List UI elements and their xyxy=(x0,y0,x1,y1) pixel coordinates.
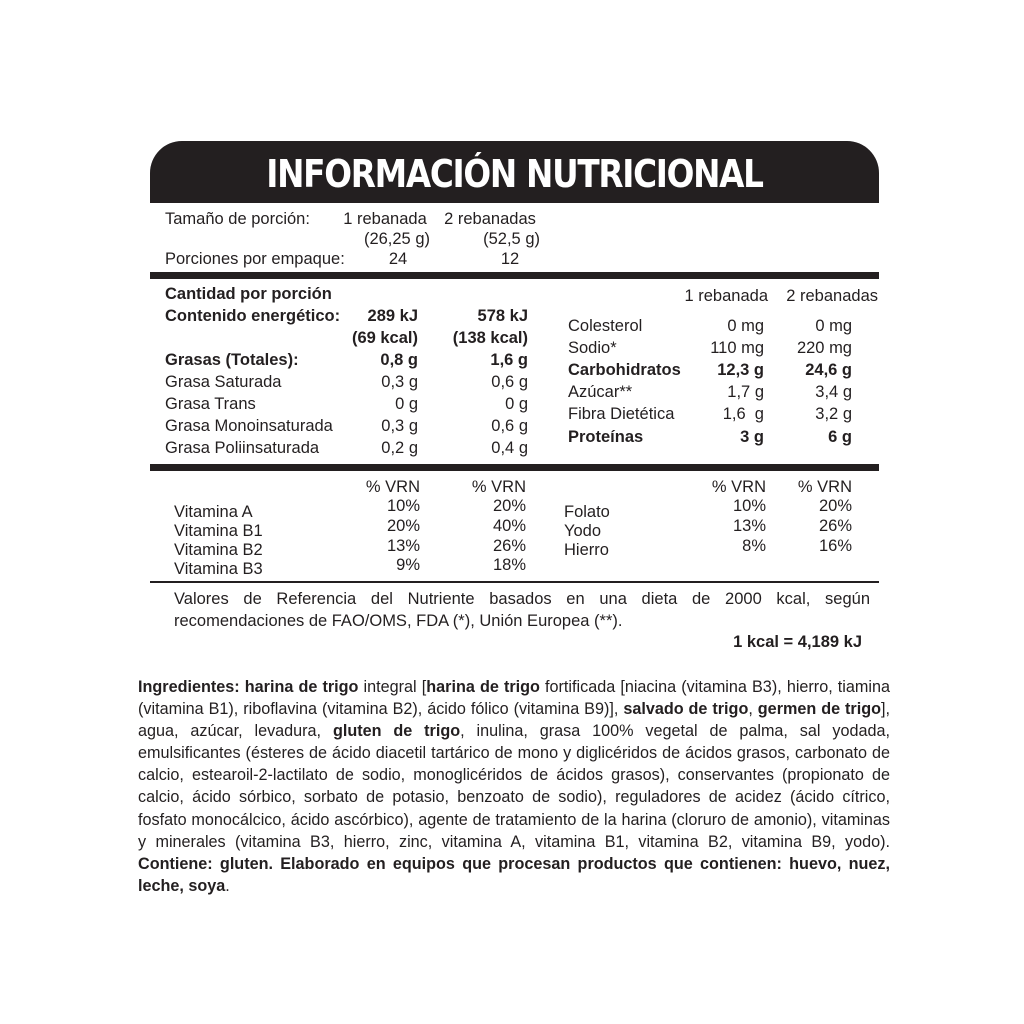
mineral-value-1: 13% xyxy=(732,517,766,535)
ingredients-segment: Ingredientes: harina de trigo xyxy=(138,678,359,696)
nutrient-value-2: 3,2 g xyxy=(815,405,852,423)
nutrient-value-2: 0 mg xyxy=(815,317,852,335)
vitamin-label: Vitamina B3 xyxy=(174,560,263,578)
ingredients-segment: gluten de trigo xyxy=(332,722,461,741)
nutrient-value-2: 0 g xyxy=(505,395,528,413)
serving-size-1: 1 rebanada xyxy=(343,210,427,228)
vrn-header-1: % VRN xyxy=(711,478,766,496)
ingredients-segment: ], agua, azúcar, levadura, xyxy=(138,700,891,741)
nutrient-label: Fibra Dietética xyxy=(568,405,675,423)
ingredients-segment: integral [ xyxy=(358,678,427,696)
nutrient-value-2: 6 g xyxy=(828,428,852,446)
amount-per-serving-label: Cantidad por porción xyxy=(165,285,332,303)
vrn-header-2: % VRN xyxy=(471,478,526,496)
divider-thick-1 xyxy=(150,272,879,279)
nutrient-value-1: 110 mg xyxy=(710,339,764,357)
serving-size-1-grams: (26,25 g) xyxy=(363,230,430,248)
vitamin-label: Vitamina B2 xyxy=(174,541,263,559)
mineral-label: Hierro xyxy=(564,541,609,559)
nutrient-value-2: 0,6 g xyxy=(491,373,528,391)
ingredients-segment: Contiene: gluten. Elaborado en equipos que procesan productos que contienen: huevo, nuez, leche, soya xyxy=(138,854,890,895)
vitamin-label: Vitamina A xyxy=(174,503,253,521)
page-title: INFORMACIÓN NUTRICIONAL xyxy=(266,152,763,196)
energy-label: Contenido energético: xyxy=(165,307,341,325)
nutrient-label: Azúcar** xyxy=(568,383,633,401)
vitamin-value-1: 20% xyxy=(386,517,420,535)
nutrient-label: Grasa Poliinsaturada xyxy=(165,439,320,457)
kcal-conversion: 1 kcal = 4,189 kJ xyxy=(733,633,862,651)
servings-per-pack-1: 24 xyxy=(388,250,408,268)
mineral-label: Folato xyxy=(564,503,610,521)
ingredients-text xyxy=(138,676,890,897)
energy-kcal-2: (138 kcal) xyxy=(452,329,528,347)
nutrient-value-2: 0,6 g xyxy=(491,417,528,435)
divider-thick-2 xyxy=(150,464,879,471)
servings-per-pack-2: 12 xyxy=(500,250,520,268)
vitamin-value-2: 18% xyxy=(492,556,526,574)
nutrient-value-2: 220 mg xyxy=(796,339,852,357)
nutrient-label: Grasas (Totales): xyxy=(165,351,299,369)
ingredients-segment: germen de trigo xyxy=(757,700,882,719)
ingredients-segment: , xyxy=(748,700,758,719)
ingredients-segment: harina de trigo xyxy=(426,678,540,696)
nutrient-value-2: 3,4 g xyxy=(815,383,852,401)
ingredients-segment: , inulina, grasa 100% vegetal de palma, sal yodada, emulsificantes (ésteres de ácido diacetil tartárico de mono y diglicéridos de ácidos grasos, carbonato de calcio, estearoil-2-lactilato de sodio, monoglicéridos de ácidos grasos), conservantes (propionato de calcio, ácido sórbico, sorbato de potasio, benzoato de sodio), reguladores de acidez (ácido cítrico, fosfato monocálcico, ácido ascórbico), agente de tratamiento de la harina (cloruro de amonio), vitaminas y minerales (vitamina B3, hierro, zinc, vitamina A, vitamina B1, vitamina B2, vitamina B9, yodo). xyxy=(138,722,890,851)
ingredients-segment: salvado de trigo xyxy=(623,700,749,719)
nutrient-value-1: 0 mg xyxy=(727,317,764,335)
nutrient-value-1: 0,3 g xyxy=(381,417,418,435)
vitamin-value-2: 26% xyxy=(492,537,526,555)
nutrient-label: Grasa Trans xyxy=(165,395,256,413)
nutrient-value-1: 0 g xyxy=(395,395,418,413)
mineral-value-1: 10% xyxy=(732,497,766,515)
divider-thin xyxy=(150,581,879,583)
vitamin-value-1: 9% xyxy=(396,556,420,574)
vitamin-value-2: 20% xyxy=(492,497,526,515)
vitamin-value-2: 40% xyxy=(492,517,526,535)
energy-kj-1: 289 kJ xyxy=(367,307,418,325)
reference-values-note: Valores de Referencia del Nutriente basados en una dieta de 2000 kcal, según recomendaciones de FAO/OMS, FDA (*), Unión Europea (**). xyxy=(174,590,870,630)
mineral-value-2: 20% xyxy=(818,497,852,515)
nutrient-label: Sodio* xyxy=(568,339,617,357)
serving-size-label: Tamaño de porción: xyxy=(165,210,310,228)
energy-kj-2: 578 kJ xyxy=(477,307,528,325)
nutrient-value-1: 0,3 g xyxy=(381,373,418,391)
vitamin-value-1: 10% xyxy=(386,497,420,515)
nutrient-label: Carbohidratos xyxy=(568,361,681,379)
vrn-header-1: % VRN xyxy=(365,478,420,496)
nutrient-value-1: 1,7 g xyxy=(727,383,764,401)
serving-size-2-grams: (52,5 g) xyxy=(483,230,540,248)
serving-size-2: 2 rebanadas xyxy=(444,210,536,228)
mineral-value-1: 8% xyxy=(742,537,766,555)
vrn-header-2: % VRN xyxy=(797,478,852,496)
nutrient-label: Colesterol xyxy=(568,317,643,335)
nutrient-value-1: 12,3 g xyxy=(717,361,764,379)
energy-kcal-1: (69 kcal) xyxy=(351,329,418,347)
nutrient-value-1: 3 g xyxy=(740,428,764,446)
nutrient-value-2: 24,6 g xyxy=(805,361,852,379)
nutrient-value-1: 0,8 g xyxy=(380,351,418,369)
nutrient-value-2: 0,4 g xyxy=(491,439,528,457)
right-column-header-1: 1 rebanada xyxy=(684,287,768,305)
vitamin-label: Vitamina B1 xyxy=(174,522,263,540)
nutrient-value-1: 1,6 g xyxy=(722,405,764,423)
nutrient-label: Grasa Monoinsaturada xyxy=(165,417,333,435)
mineral-value-2: 26% xyxy=(818,517,852,535)
vitamin-value-1: 13% xyxy=(386,537,420,555)
nutrient-label: Proteínas xyxy=(568,428,644,446)
mineral-label: Yodo xyxy=(564,522,602,540)
ingredients-segment: fortificada [niacina (vitamina B3), hierro, tiamina (vitamina B1), riboflavina (vitamina B2), ácido fólico (vitamina B9)], xyxy=(138,678,890,719)
mineral-value-2: 16% xyxy=(818,537,852,555)
ingredients-segment: . xyxy=(225,876,230,895)
nutrient-label: Grasa Saturada xyxy=(165,373,282,391)
nutrient-value-1: 0,2 g xyxy=(381,439,418,457)
nutrient-value-2: 1,6 g xyxy=(490,351,528,369)
servings-per-pack-label: Porciones por empaque: xyxy=(165,250,345,268)
right-column-header-2: 2 rebanadas xyxy=(786,287,878,305)
